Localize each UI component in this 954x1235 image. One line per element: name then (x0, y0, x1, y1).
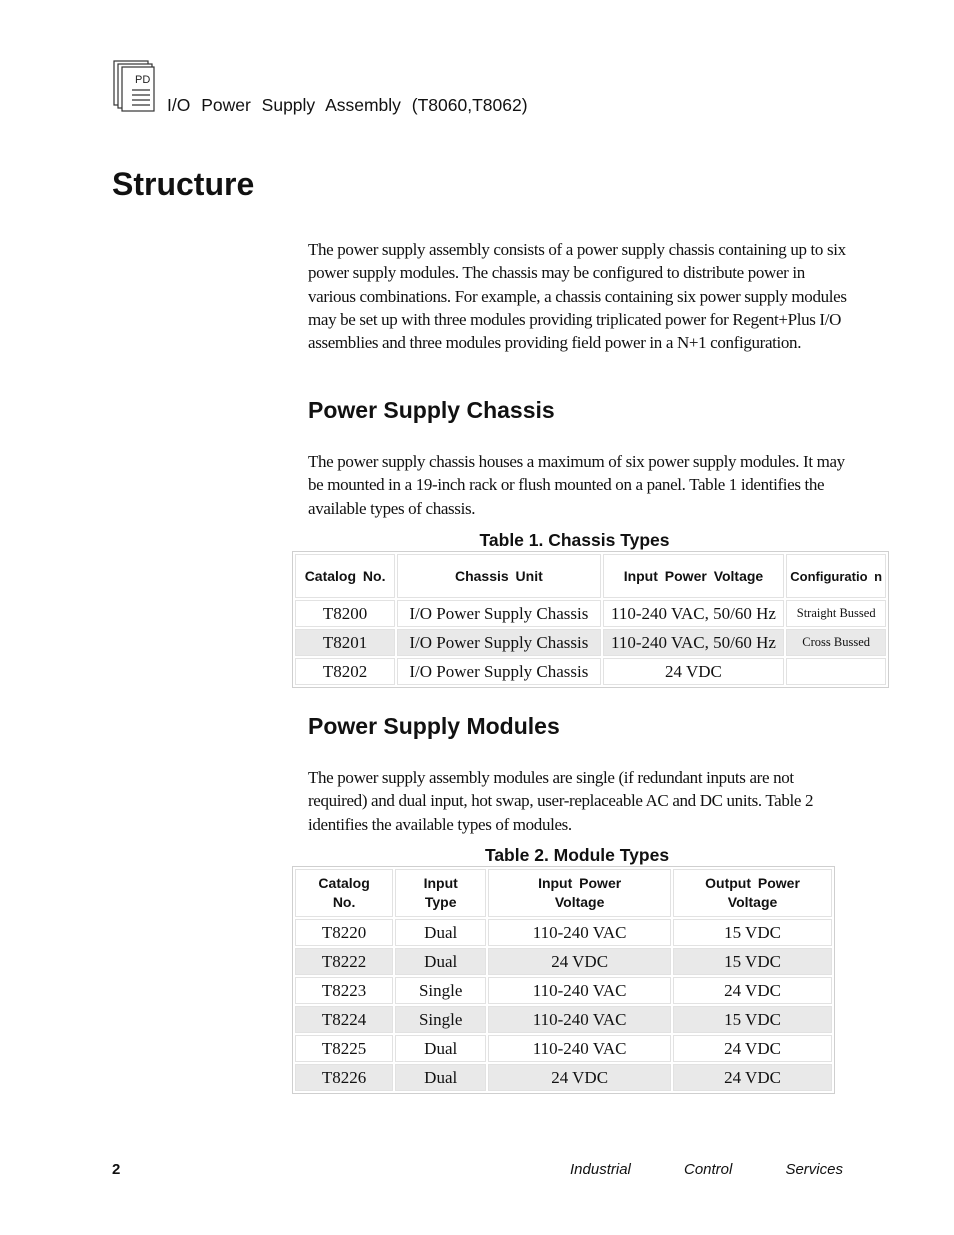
table-header-row (295, 554, 886, 598)
table-cell: 15 VDC (673, 1006, 832, 1033)
table-cell: T8224 (295, 1006, 393, 1033)
chassis-heading: Power Supply Chassis (308, 397, 555, 423)
modules-table (292, 866, 835, 1094)
chassis-table (292, 551, 889, 688)
table-cell: Straight Bussed (786, 600, 886, 627)
table-cell: 24 VDC (603, 658, 785, 685)
table-row (295, 919, 832, 946)
column-header: Catalog No. (295, 554, 395, 598)
table-cell: I/O Power Supply Chassis (397, 658, 600, 685)
page-title: Structure (112, 166, 255, 202)
table-cell: 110-240 VAC (488, 1035, 671, 1062)
table-cell: 15 VDC (673, 919, 832, 946)
table-cell: T8222 (295, 948, 393, 975)
column-header: Chassis Unit (397, 554, 600, 598)
column-header: Input Power Voltage (488, 869, 671, 917)
table-row (295, 658, 886, 685)
table-cell: T8226 (295, 1064, 393, 1091)
table-row (295, 977, 832, 1004)
table-cell: I/O Power Supply Chassis (397, 600, 600, 627)
column-header: Output Power Voltage (673, 869, 832, 917)
footer-company (570, 1161, 843, 1178)
table-row (295, 1006, 832, 1033)
running-header-title: I/O Power Supply Assembly (T8060,T8062) (167, 95, 528, 115)
table-cell: 24 VDC (488, 948, 671, 975)
table-row (295, 629, 886, 656)
table-header-row (295, 869, 832, 917)
table-row (295, 1035, 832, 1062)
table-cell: T8220 (295, 919, 393, 946)
table1-caption: Table 1. Chassis Types (479, 530, 670, 550)
column-header: Configuratio n (786, 554, 886, 598)
chassis-paragraph: The power supply chassis houses a maximum of six power supply modules. It may be mounted in a 19-inch rack or flush mounted on a panel. Table 1 identifies the available types of chassis. (308, 452, 845, 518)
column-header: Input Power Voltage (603, 554, 785, 598)
table-cell: 110-240 VAC (488, 1006, 671, 1033)
table-cell: Dual (395, 919, 486, 946)
table-row (295, 1064, 832, 1091)
modules-paragraph: The power supply assembly modules are single (if redundant inputs are not required) and dual input, hot swap, user-replaceable AC and DC units. Table 2 identifies the available types of modules. (308, 768, 814, 834)
table-cell: I/O Power Supply Chassis (397, 629, 600, 656)
modules-heading: Power Supply Modules (308, 713, 560, 739)
table-cell: 110-240 VAC (488, 919, 671, 946)
table-cell: T8225 (295, 1035, 393, 1062)
table2-caption: Table 2. Module Types (484, 845, 670, 865)
footer-word: Industrial (570, 1161, 631, 1178)
table-cell: 110-240 VAC (488, 977, 671, 1004)
table-cell: T8201 (295, 629, 395, 656)
table-cell: 24 VDC (673, 977, 832, 1004)
table-cell: 24 VDC (673, 1064, 832, 1091)
table-cell: Dual (395, 1035, 486, 1062)
table-cell: T8202 (295, 658, 395, 685)
page-number: 2 (112, 1161, 121, 1178)
table-cell: T8223 (295, 977, 393, 1004)
table-row (295, 948, 832, 975)
footer-word: Control (683, 1161, 733, 1178)
table-cell: Single (395, 1006, 486, 1033)
table-cell (786, 658, 886, 685)
table-cell: Cross Bussed (786, 629, 886, 656)
table-cell: Dual (395, 948, 486, 975)
table-cell: 15 VDC (673, 948, 832, 975)
column-header: Catalog No. (295, 869, 393, 917)
table-cell: Dual (395, 1064, 486, 1091)
table-cell: 24 VDC (673, 1035, 832, 1062)
table-cell: 110-240 VAC, 50/60 Hz (603, 629, 785, 656)
table-cell: T8200 (295, 600, 395, 627)
table-cell: Single (395, 977, 486, 1004)
intro-paragraph: The power supply assembly consists of a power supply chassis containing up to six power supply modules. The chassis may be configured to distribute power in various combinations. For example, a chassis containing six power supply modules may be set up with three modules providing triplicated power for Regent+Plus I/O assemblies and three modules providing field power in a N+1 configuration. (308, 240, 847, 353)
footer-word: Services (785, 1161, 843, 1178)
pdf-document-icon (112, 60, 156, 112)
table-cell: 24 VDC (488, 1064, 671, 1091)
pdf-icon-label: PD (135, 74, 151, 86)
column-header: Input Type (395, 869, 486, 917)
table-cell: 110-240 VAC, 50/60 Hz (603, 600, 785, 627)
table-row (295, 600, 886, 627)
